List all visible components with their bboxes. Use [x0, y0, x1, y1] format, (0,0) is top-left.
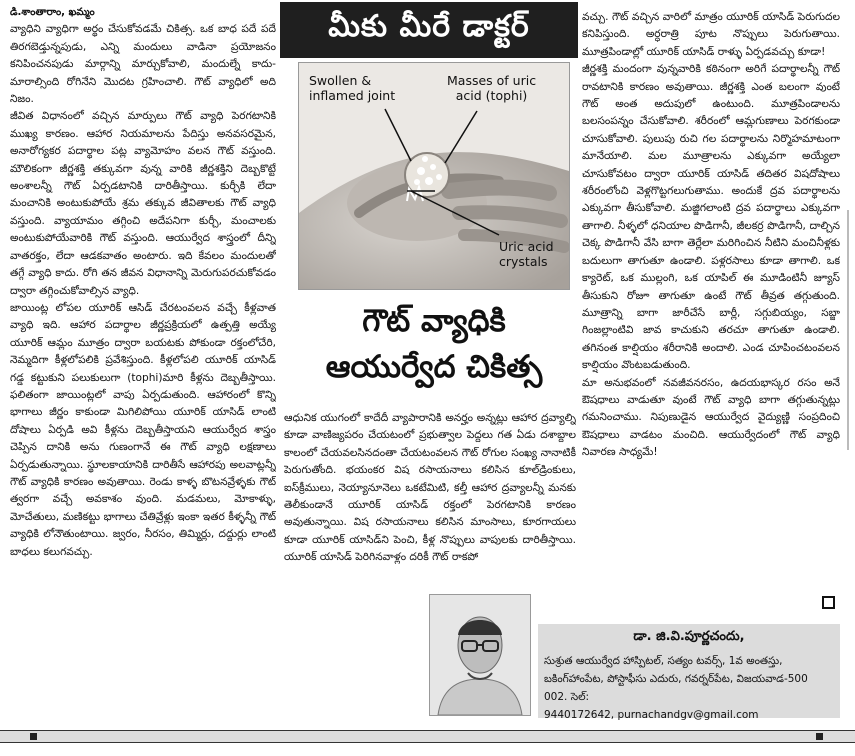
label-swollen-joint: Swollen & inflamed joint	[309, 73, 396, 103]
headline-line-2: ఆయుర్వేద చికిత్స	[325, 349, 543, 385]
article-paragraph: జీవిత విధానంలో వచ్చిన మార్పులు గౌట్ వ్యాధి పెరగటానికి ముఖ్య కారణం. ఆహార నియమాలను పేదిస్తు అనవసరమైన, అనారోగ్యకర పదార్థాల పట్ల వ్యామోహం వలన గౌట్ వస్తుంది. మౌలికంగా జీర్ణశక్తి తక్కువగా వున్న వారికి జీర్ణశక్తిని దెబ్బకొట్టే అంశాలన్నీ గౌట్ ఏర్పడటానికి దారితీస్తాయి. కుర్చీకి లేదా మంచానికి అంటుకుపోయే శ్రమ తక్కువ జీవితాలకు గౌట్ వ్యాధి వస్తుంది. వ్యాయామం తగ్గించి అదేపనిగా కుర్చీ, మంచాలకు అంటుకుపోయేవారికి గౌట్ వస్తుంది. ఆయుర్వేద శాస్త్రంలో దీన్ని వాతరక్తం, లేదా ఆడకవాతం అంటారు. ఇది కేవలం మందులతో తగ్గే వ్యాధి కాదు. రోగి తన జీవన విధానాన్ని మెరుగుపరచుకోవడం ద్వారా తగ్గించుకోవాల్సిన వ్యాధి.	[10, 110, 276, 297]
article-paragraph: వచ్చు. గౌట్ వచ్చిన వారిలో మాత్రం యూరిక్ యాసిడ్ పెరుగుదల కనిపిస్తుంది. అర్ధరాత్రి పూట నొప్పులు పెరుగుతాయి. మూత్రపిండాల్లో యూరిక్ యాసిడ్ రాళ్ళు ఏర్పడవచ్చు కూడా!	[582, 11, 840, 58]
gout-foot-illustration	[298, 62, 570, 290]
article-column-1	[10, 4, 276, 716]
author-photo	[429, 594, 531, 716]
author-contact: 9440172642, purnachandgv@gmail.com	[544, 709, 759, 721]
column-header-title: మీకు మీరే డాక్టర్	[328, 9, 530, 44]
headline-line-1: గౌట్ వ్యాధికి	[362, 303, 506, 339]
author-info-box	[538, 624, 840, 721]
author-address: సుశ్రుత ఆయుర్వేద హాస్పిటల్, సత్యం టవర్స్, 1వ అంతస్తు, బకింగ్‌హాంపేట, పోస్టాఫీసు ఎదురు, గవర్నర్‌పేట, విజయవాడ-500 002. సెల్:	[544, 655, 808, 703]
article-headline	[286, 298, 582, 398]
page-bottom-rule	[0, 730, 855, 743]
article-paragraph: వ్యాధిని వ్యాధిగా అర్థం చేసుకోవడమే చికిత్స. ఒక బాధ పదే పదే తిరగబెడ్తున్నపుడు, ఎన్ని మందులు వాడినా ప్రయోజనం కనిపించనపుడు మార్గాన్ని మార్చుకోవాలి, మందుల్నే కాదు- మారాల్సింది రోగినేని మొదట గ్రహించాలి. గౌట్ వ్యాధిలో అది నిజం.	[10, 23, 276, 106]
article-byline: డి.శాంతారాం, ఖమ్మం	[10, 7, 95, 18]
rule-square-icon	[30, 733, 37, 740]
label-uric-acid-crystals: Uric acid crystals	[499, 239, 554, 269]
column-header-banner	[280, 2, 578, 58]
article-paragraph: ఆధునిక యుగంలో కాదేదీ వ్యాపారానికి అనర్హం అన్నట్లు ఆహార ద్రవ్యాల్ని కూడా వాణిజ్యపరం చేయటంలో ప్రభుత్వాల పెద్దలు గత ఏడు దశాబ్దాల కాలంలో చేయవలసినదంతా చేయటంవలన గౌట్ రోగుల సంఖ్య నానాటికీ పెరుగుతోంది. భయంకర విష రసాయనాలు కలిసిన కూల్‌డ్రింకులు, ఐస్‌క్రీములు, నెయ్యానూనెలు ఒకటేమిటి, కల్తీ ఆహార ద్రవ్యాలన్నీ మనకు తెలీకుండానే యూరిక్ యాసిడ్ రక్తంలో పెరగటానికి కారణం అవుతున్నాయి. విష రసాయనాలు కలిసిన మాంసాలు, కూరగాయలు కూడా యూరిక్ యాసిడ్‌ని పెంచి, కీళ్ల నొప్పులు వాపులకు దారితీస్తాయి. యూరిక్ యాసిడ్ పెరిగినవాళ్లం దరికీ గౌట్ రాకపో	[284, 412, 576, 564]
label-uric-acid-masses: Masses of uric acid (tophi)	[447, 73, 537, 103]
article-paragraph: జాయింట్ల లోపల యూరిక్ ఆసిడ్ చేరటంవలన వచ్చే కీళ్లవాత వ్యాధి ఇది. ఆహార పదార్థాల జీర్ణప్రక్రియలో ఉత్పత్తి అయ్యే యూరిక్ ఆమ్లం మూత్రం ద్వారా బయటకు పోకుండా రక్తంలోచేరి, నెమ్మదిగా కీళ్లలోపలికి ప్రవేశిస్తుంది. కీళ్లలోపలి యూరిక్ యాసిడ్ గడ్డ కట్టుకుని పలుకులుగా (tophi)మారి కీళ్లను దెబ్బతీస్తాయి. ఫలితంగా జాయింట్లలో వాపు ఏర్పడుతుంది. ఆహారంలో కొన్ని భాగాలు జీర్ణం కాకుండా మిగిలిపోయి యూరిక్ యాసిడ్ లాంటి దోషాలు ఏర్పడి అవి కీళ్లను దెబ్బతీస్తాయని ఆయుర్వేద శాస్త్రం చెప్పిన దానికి అను గుణంగానే ఈ గౌట్ వ్యాధి లక్షణాలు ఏర్పడుతున్నాయి. స్థూలకాయానికి దారితీసే ఆహారపు అలవాట్లన్నీ గౌట్ వ్యాధికి కారణం అవుతాయి. రెండు కాళ్ళ బొటనవ్రేళ్ళకు గౌట్ త్వరగా వచ్చే అవకాశం వుంది. మడమలు, మోకాళ్ళు, మోచేతులు, మణికట్టు భాగాలు చేతివ్రేళ్లు ఇంకా ఇతర కీళ్ళన్నీ గౌట్ వ్యాధికి లోనౌతుంటాయి. జ్వరం, నీరసం, తిమ్మిర్లు, దద్దుర్లు లాంటి బాధలు కలుగవచ్చు.	[10, 301, 276, 558]
author-portrait-icon	[430, 595, 530, 715]
rule-square-icon	[816, 733, 823, 740]
author-name: డా. జి.వి.పూర్ణచందు,	[633, 629, 745, 644]
page-edge-bar	[847, 210, 849, 450]
article-paragraph: మా అనుభవంలో నవజీవనరసం, ఉదయభాస్కర రసం అనే ఔషధాలు వాడుతూ వుంటే గౌట్ వ్యాధి బాగా తగ్గుతున్నట్లు గమనించాము. నిపుణుడైన ఆయుర్వేద వైద్యుణ్ణి సంప్రదించి ఔషధాలు వాడటం మంచిది. ఆయుర్వేదంలో గౌట్ వ్యాధి నివారణ సాధ్యమే!	[582, 376, 840, 459]
article-column-3	[582, 9, 840, 583]
article-paragraph: జీర్ణశక్తి మందంగా వున్నవారికి కఠినంగా అరిగే పదార్థాలన్నీ గౌట్ రావటానికి కారణం అవుతాయి. జీర్ణశక్తి ఎంత బలంగా వుంటే గౌట్ అంత అదుపులో ఉంటుంది. మూత్రపిండాలను బలసంపన్నం చేసుకోవాలి. శరీరంలో ఆమ్లగుణాలు పెరగకుండా చూసుకోవాలి. పులుపు రుచి గల పదార్థాలను నిర్మొహమాటంగా మానేయాలి. మల మూత్రాలను ఎక్కువగా అయ్యేలా చూసుకోవటం ద్వారా యూరిక్ యాసిడ్ తదితర విషదోషాలు శరీరంలోంచి వెళ్లగొట్టగలుగుతాము. అందుకే ద్రవ పదార్థాలను ఎక్కువగా తీసుకోవాలి. మజ్జిగలాంటి ద్రవ పదార్థాలు ఎక్కువగా తాగాలి. నీళ్ళలో ధనియాల పొడిగానీ, జీలకర్ర పొడిగానీ, దాల్చిన చెక్క పొడిగానీ వేసి బాగా తెర్లేలా మరిగించిన నీటిని మంచినీళ్లకు బదులుగా తాగుతూ ఉండాలి. పళ్లరసాలు కూడా తాగాలి. ఒక క్యారెట్, ఒక ముల్లంగి, ఒక యాపిల్ ఈ మూడింటినీ జ్యూస్ తీసుకుని రోజూ తాగుతూ ఉంటే గౌట్ తీవ్రత తగ్గుతుంది. మూత్రాన్ని బాగా జారీచేసే బార్లీ, సగ్గుబియ్యం, సబ్జా గింజల్లాంటివి జావ కాచుకుని తరచూ తాగుతూ ఉండాలి. తగినంత కాల్షియం శరీరానికి అందాలి. ఎండ చూపించటంవలన కాల్షియం వొంటబడుతుంది.	[582, 63, 840, 372]
article-end-mark-icon	[822, 596, 835, 609]
